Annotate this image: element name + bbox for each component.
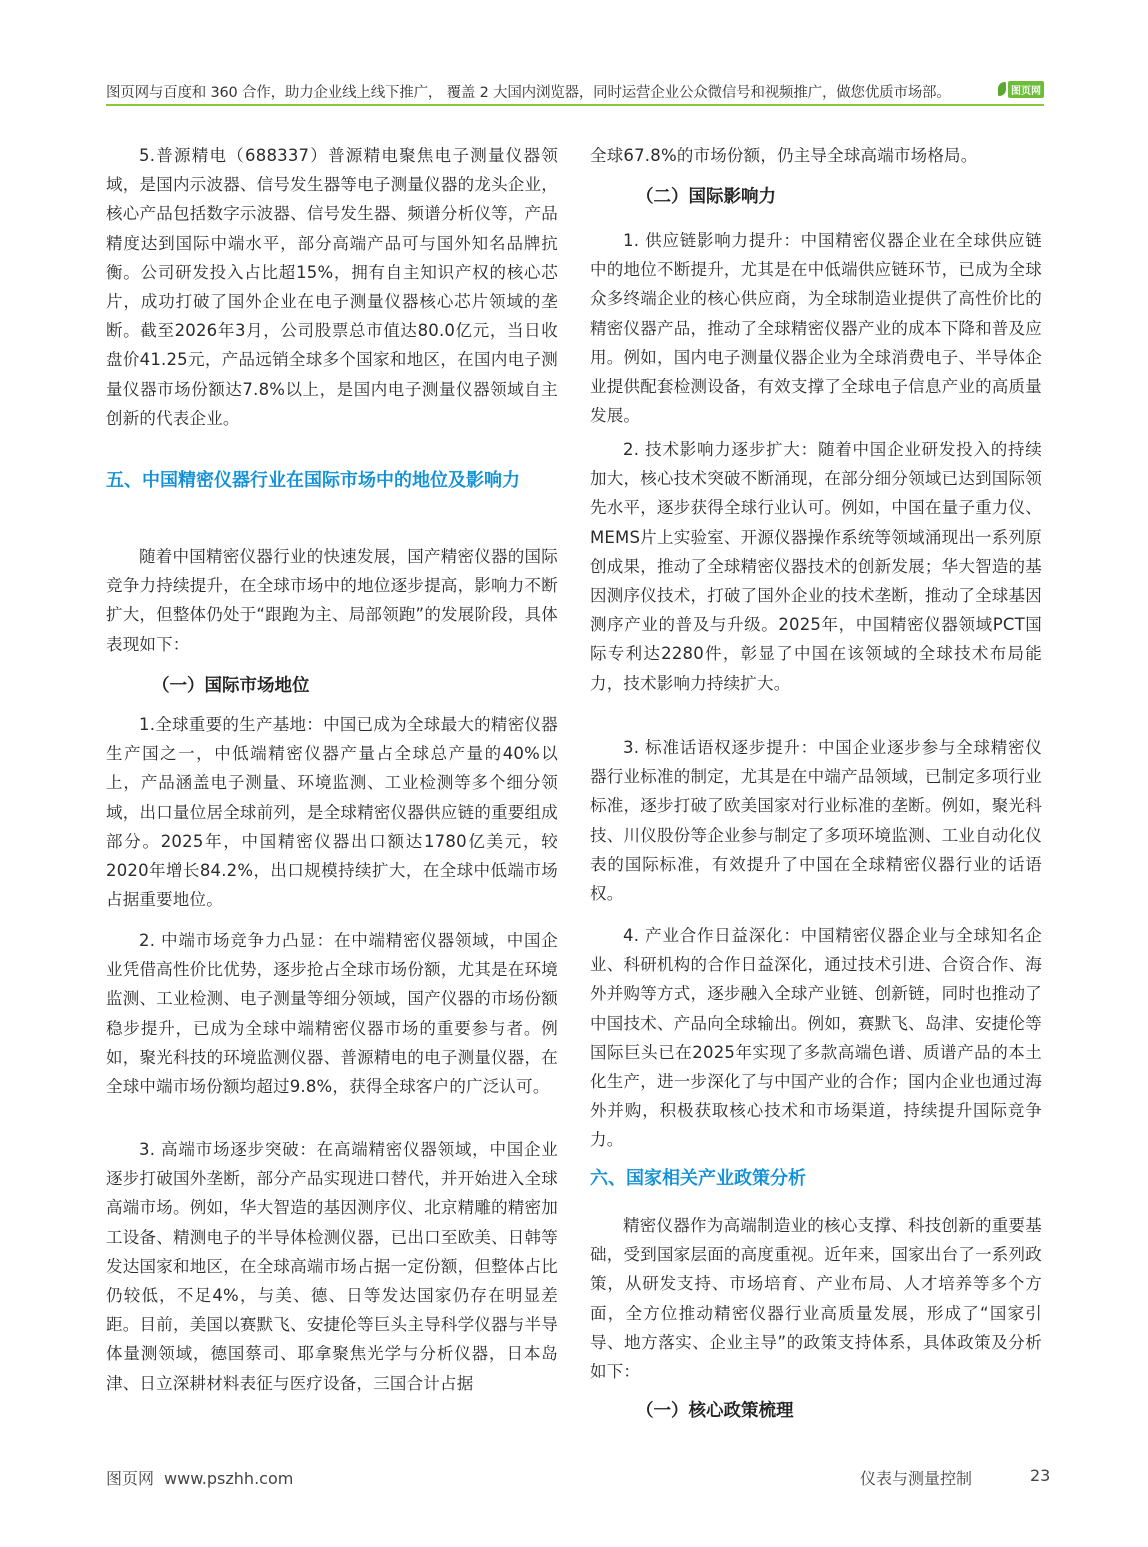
paragraph-policy-intro: 精密仪器作为高端制造业的核心支撑、科技创新的重要基础，受到国家层面的高度重视。近年来，国家出台了一系列政策，从研发支持、市场培育、产业布局、人才培养等多个方面，全方位推动精密仪器行业高质量发展，形成了“国家引导、地方落实、企业主导”的政策支持体系，具体政策及分析如下： xyxy=(590,1216,1042,1382)
paragraph-supply-chain: 1. 供应链影响力提升：中国精密仪器企业在全球供应链中的地位不断提升，尤其是在中低端供应链环节，已成为全球众多终端企业的核心供应商，为全球制造业提供了高性价比的精密仪器产品，推动了全球精密仪器产业的成本下降和普及应用。例如，国内电子测量仪器企业为全球消费电子、半导体企业提供配套检测设备，有效支撑了全球电子信息产业的高质量发展。 xyxy=(590,231,1042,426)
paragraph-tech-influence: 2. 技术影响力逐步扩大：随着中国企业研发投入的持续加大，核心技术突破不断涌现，在部分细分领域已达到国际领先水平，逐步获得全球行业认可。例如，中国在量子重力仪、MEMS片上实验室、开源仪器操作系统等领域涌现出一系列原创成果，推动了全球精密仪器技术的创新发展；华大智造的基因测序仪技术，打破了国外企业的技术垄断，推动了全球基因测序产业的普及与升级。2025年，中国精密仪器领域PCT国际专利达2280件，彰显了中国在该领域的全球技术布局能力，技术影响力持续扩大。 xyxy=(590,440,1042,693)
leaf-icon xyxy=(998,82,1006,96)
logo xyxy=(998,80,1044,98)
footer-site-name: 图页网 xyxy=(106,1469,155,1488)
footer-url[interactable]: www.pszhh.com xyxy=(164,1469,294,1488)
paragraph-highend-cont: 全球67.8%的市场份额，仍主导全球高端市场格局。 xyxy=(590,146,978,165)
paragraph-midrange: 2. 中端市场竞争力凸显：在中端精密仪器领域，中国企业凭借高性价比优势，逐步抢占全球市场份额，尤其是在环境监测、工业检测、电子测量等细分领域，国产仪器的市场份额稳步提升，已成为全球中端精密仪器市场的重要参与者。例如，聚光科技的环境监测仪器、普源精电的电子测量仪器，在全球中端市场份额均超过9.8%，获得全球客户的广泛认可。 xyxy=(106,931,558,1097)
subheading-influence: （二）国际影响力 xyxy=(636,187,776,207)
paragraph-highend: 3. 高端市场逐步突破：在高端精密仪器领域，中国企业逐步打破国外垄断，部分产品实现进口替代，并开始进入全球高端市场。例如，华大智造的基因测序仪、北京精雕的精密加工设备、精测电子的半导体检测仪器，已出口至欧美、日韩等发达国家和地区，在全球高端市场占据一定份额，但整体占比仍较低，不足4%，与美、德、日等发达国家仍存在明显差距。目前，美国以赛默飞、安捷伦等巨头主导科学仪器与半导体量测领域，德国蔡司、耶拿聚焦光学与分析仪器，日本岛津、日立深耕材料表征与医疗设备，三国合计占据 xyxy=(106,1140,558,1393)
logo-text: 图页网 xyxy=(1008,81,1044,98)
paragraph-standards: 3. 标准话语权逐步提升：中国企业逐步参与全球精密仪器行业标准的制定，尤其是在中端产品领域，已制定多项行业标准，逐步打破了欧美国家对行业标准的垄断。例如，聚光科技、川仪股份等企业参与制定了多项环境监测、工业自动化仪表的国际标准，有效提升了中国在全球精密仪器行业的话语权。 xyxy=(590,738,1042,904)
footer-category: 仪表与测量控制 xyxy=(860,1469,973,1488)
page-number: 23 xyxy=(1030,1466,1051,1485)
subheading-core-policy: （一）核心政策梳理 xyxy=(636,1401,794,1421)
header-text: 图页网与百度和 360 合作，助力企业线上线下推广， 覆盖 2 大国内浏览器，同时运营企业公众微信号和视频推广，做您优质市场部。 xyxy=(106,85,951,101)
section-heading-6: 六、国家相关产业政策分析 xyxy=(590,1168,806,1189)
subheading-market-position: （一）国际市场地位 xyxy=(152,676,310,696)
paragraph-cooperation: 4. 产业合作日益深化：中国精密仪器企业与全球知名企业、科研机构的合作日益深化，通过技术引进、合资合作、海外并购等方式，逐步融入全球产业链、创新链，同时也推动了中国技术、产品向全球输出。例如，赛默飞、岛津、安捷伦等国际巨头已在2025年实现了多款高端色谱、质谱产品的本土化生产，进一步深化了与中国产业的合作；国内企业也通过海外并购，积极获取核心技术和市场渠道，持续提升国际竞争力。 xyxy=(590,926,1042,1150)
paragraph-rigol: 5.普源精电（688337）普源精电聚焦电子测量仪器领域，是国内示波器、信号发生器等电子测量仪器的龙头企业，核心产品包括数字示波器、信号发生器、频谱分析仪等，产品精度达到国际中端水平，部分高端产品可与国外知名品牌抗衡。公司研发投入占比超15%，拥有自主知识产权的核心芯片，成功打破了国外企业在电子测量仪器核心芯片领域的垄断。截至2026年3月，公司股票总市值达80.0亿元，当日收盘价41.25元，产品远销全球多个国家和地区，在国内电子测量仪器市场份额达7.8%以上，是国内电子测量仪器领域自主创新的代表企业。 xyxy=(106,146,558,428)
footer-site xyxy=(106,1466,293,1489)
section-heading-5: 五、中国精密仪器行业在国际市场中的地位及影响力 xyxy=(106,470,520,491)
page-header xyxy=(106,78,1044,106)
paragraph-intro-5: 随着中国精密仪器行业的快速发展，国产精密仪器的国际竞争力持续提升，在全球市场中的地位逐步提高，影响力不断扩大，但整体仍处于“跟跑为主、局部领跑”的发展阶段，具体表现如下： xyxy=(106,547,558,654)
paragraph-production-base: 1.全球重要的生产基地：中国已成为全球最大的精密仪器生产国之一，中低端精密仪器产量占全球总产量的40%以上，产品涵盖电子测量、环境监测、工业检测等多个细分领域，出口量位居全球前列，是全球精密仪器供应链的重要组成部分。2025年，中国精密仪器出口额达1780亿美元，较2020年增长84.2%，出口规模持续扩大，在全球中低端市场占据重要地位。 xyxy=(106,715,558,910)
